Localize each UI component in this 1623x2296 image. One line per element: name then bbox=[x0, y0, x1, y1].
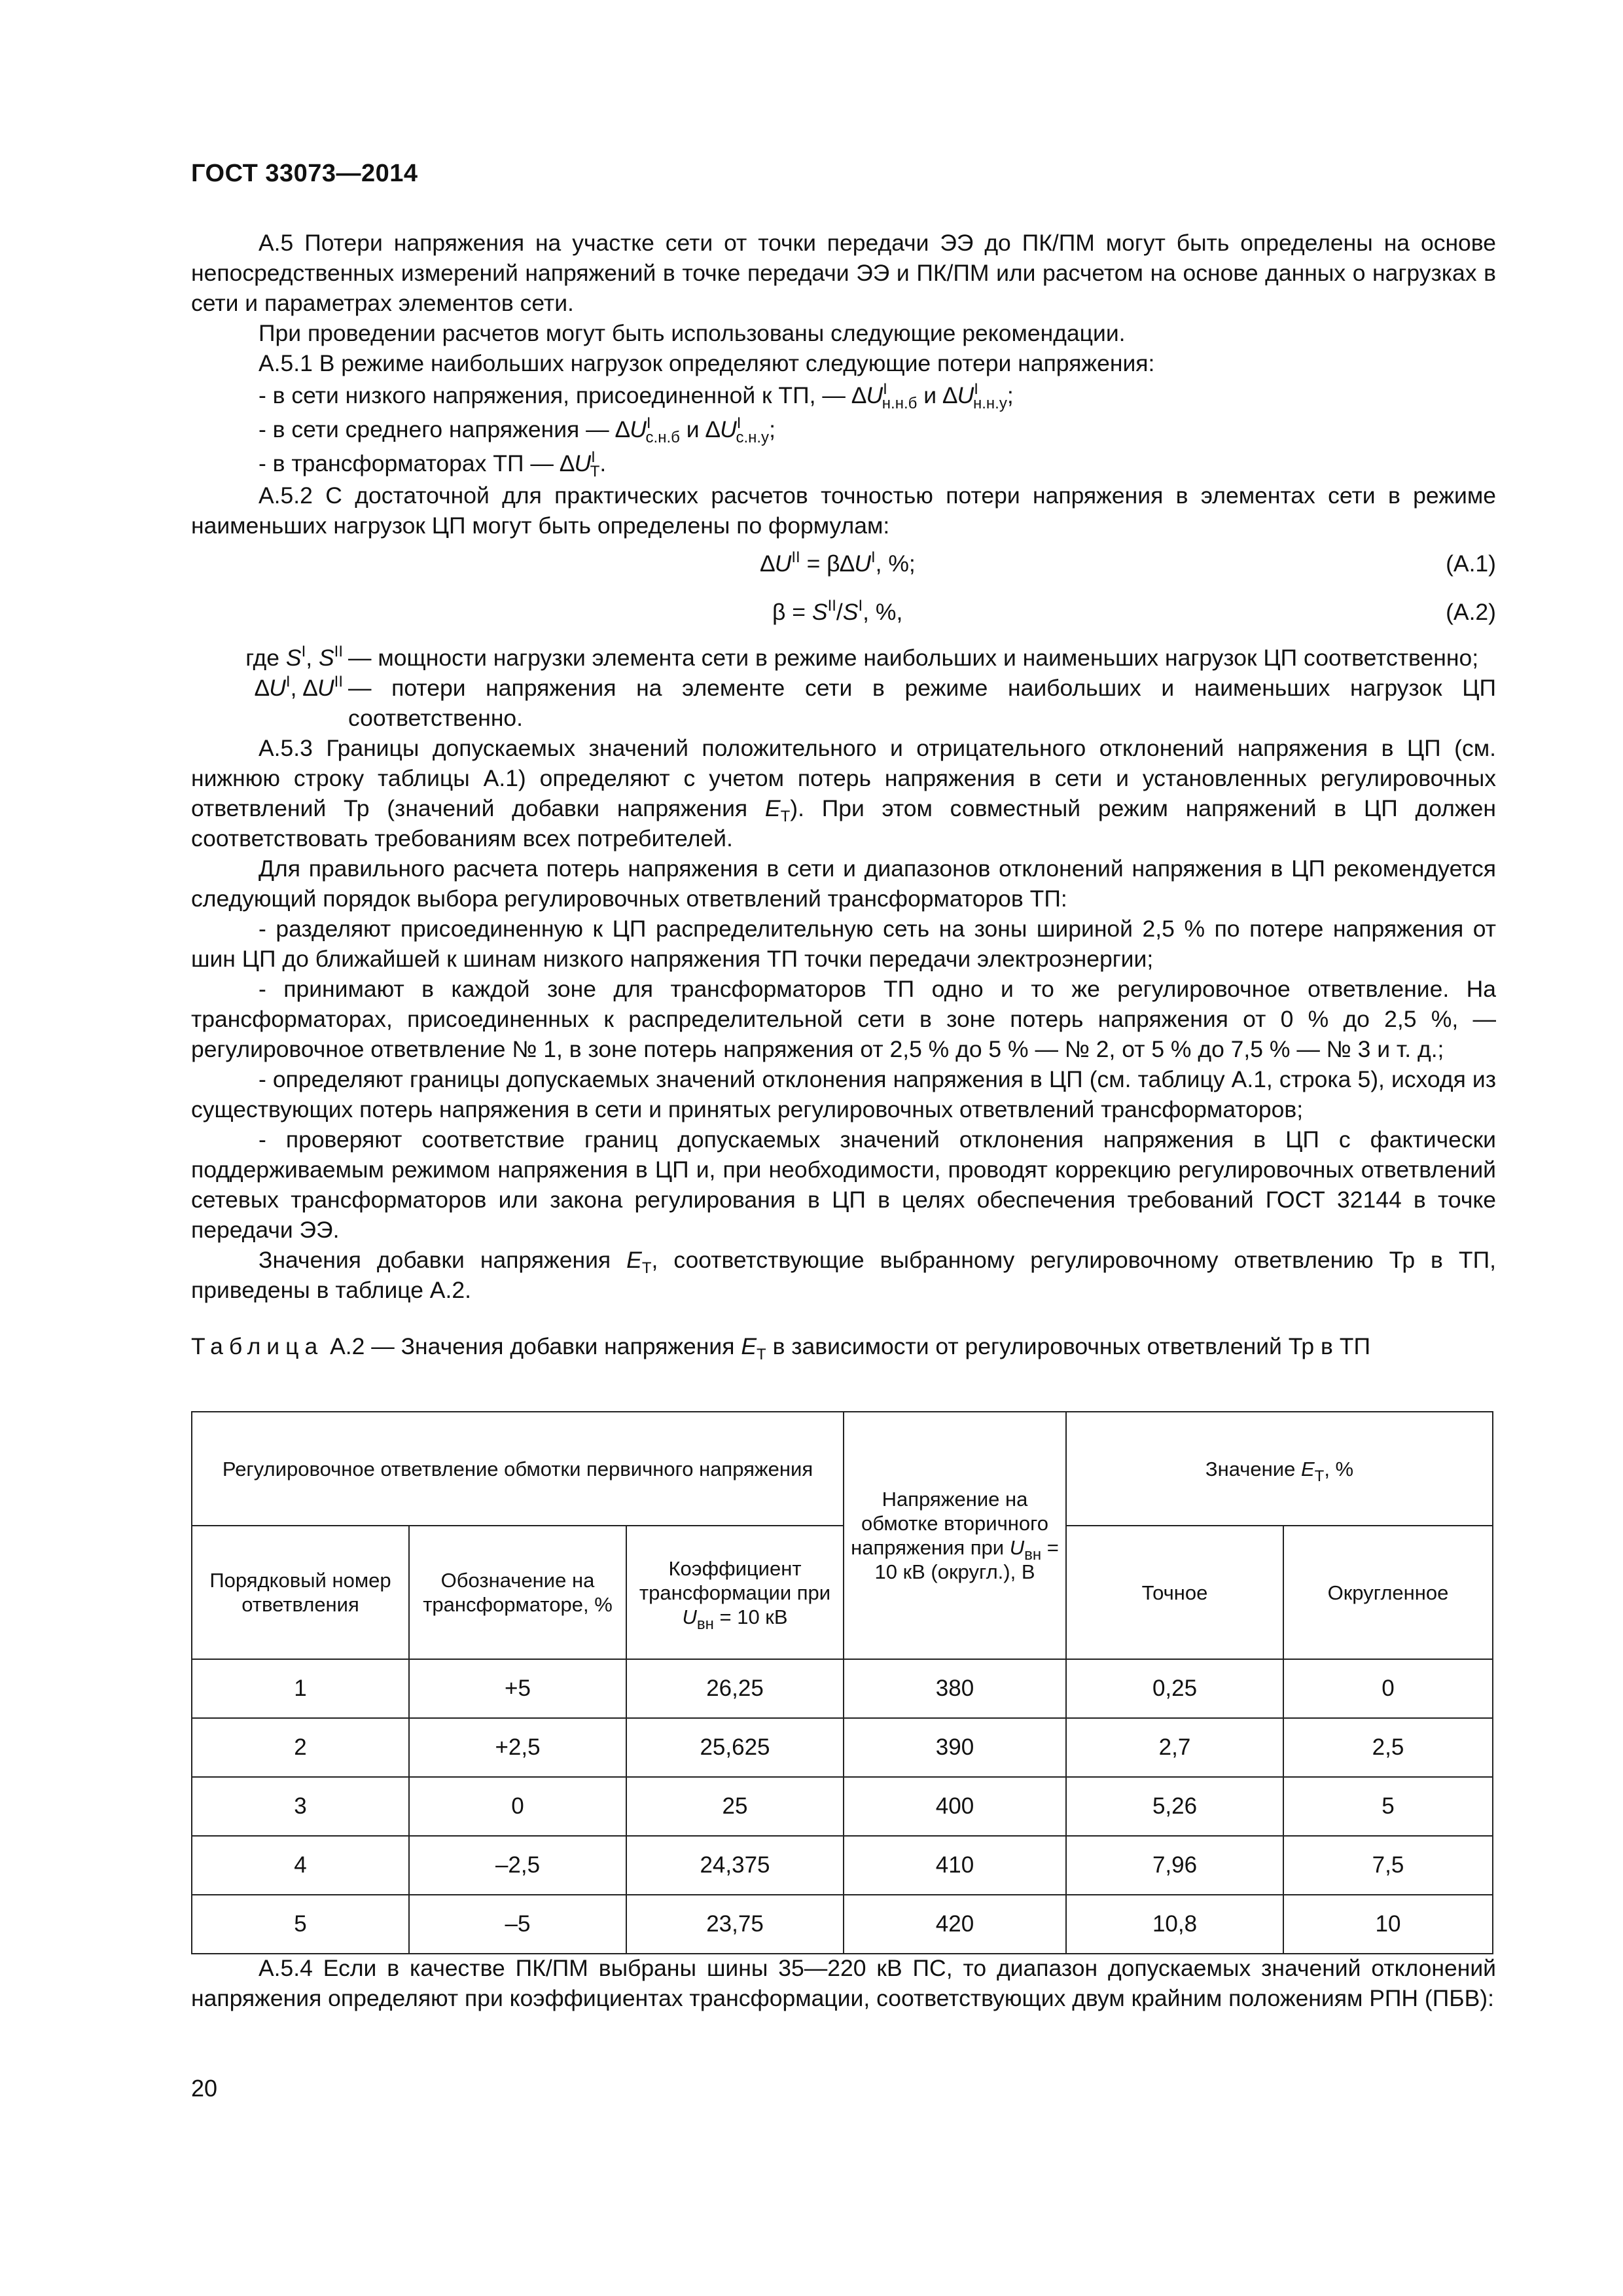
paragraph-a5: А.5 Потери напряжения на участке сети от точки передачи ЭЭ до ПК/ПМ могут быть определены на основе непосредственных измерений напряжений в точке передачи ЭЭ и ПК/ПМ или расчетом на основе данных о нагрузках в сети и параметрах элементов сети. bbox=[191, 230, 1496, 316]
list-item-mid-voltage: - в сети среднего напряжения — $\Delta U^I_{с.н.б}$ и $\Delta U^I_{с.н.у}$; bbox=[259, 414, 776, 446]
main-text bbox=[191, 228, 1496, 1361]
formula-a2 bbox=[191, 589, 1496, 637]
table-row: 5 –5 23,75 420 10,8 10 bbox=[192, 1895, 1493, 1954]
table-header-order: Порядковый номер ответвления bbox=[192, 1526, 409, 1659]
document-header: ГОСТ 33073—2014 bbox=[191, 160, 418, 187]
paragraph-a53: А.5.3 Границы допускаемых значений положительного и отрицательного отклонений напряжения в ЦП (см. нижнюю строку таблицы А.1) определяют с учетом потерь напряжения в сети и установленных регулировочных ответвлений Тр (значений добавки напряжения $E_Т$). При этом совместный режим напряжений в ЦП должен соответствовать требованиям всех потребителей. bbox=[191, 735, 1496, 852]
list-item-limits: - определяют границы допускаемых значений отклонения напряжения в ЦП (см. таблицу А.1, строка 5), исходя из существующих потерь напряжения в сети и принятых регулировочных ответвлений трансформаторов; bbox=[191, 1066, 1496, 1122]
table-row: 3 0 25 400 5,26 5 bbox=[192, 1777, 1493, 1836]
formula-a2-number: (А.2) bbox=[1446, 599, 1496, 625]
table-header-rounded: Округленное bbox=[1283, 1526, 1493, 1659]
table-header-group: Регулировочное ответвление обмотки первичного напряжения bbox=[192, 1412, 844, 1526]
table-header-value: Значение $E_Т$, % bbox=[1066, 1412, 1493, 1526]
table-header-coef: Коэффициент трансформации при $U_{вн} = 10$ кВ bbox=[626, 1526, 844, 1659]
paragraph-calc: При проведении расчетов могут быть использованы следующие рекомендации. bbox=[259, 320, 1126, 346]
paragraph-values: Значения добавки напряжения $E_Т$, соответствующие выбранному регулировочному ответвлению Тр в ТП, приведены в таблице А.2. bbox=[191, 1247, 1496, 1303]
table-caption: Таблица А.2 — Значения добавки напряжения $E_Т$ в зависимости от регулировочных ответвлений Тр в ТП bbox=[191, 1333, 1370, 1363]
table-header-exact: Точное bbox=[1066, 1526, 1283, 1659]
list-item-transformer: - в трансформаторах ТП — $\Delta U^I_Т$. bbox=[259, 448, 607, 480]
list-item-low-voltage: - в сети низкого напряжения, присоединенной к ТП, — $\Delta U^I_{н.н.б}$ и $\Delta U^I_{н.н.у}$; bbox=[259, 380, 1014, 412]
formula-a1 bbox=[191, 541, 1496, 589]
list-item-zones: - разделяют присоединенную к ЦП распределительную сеть на зоны шириной 2,5 % по потере напряжения от шин ЦП до ближайшей к шинам низкого напряжения ТП точки передачи электроэнергии; bbox=[191, 916, 1496, 972]
table-a2 bbox=[191, 1411, 1493, 1954]
table-header-voltage: Напряжение на обмотке вторичного напряжения при $U_{вн} = 10$ кВ (округл.), В bbox=[844, 1412, 1066, 1659]
list-item-taps: - принимают в каждой зоне для трансформаторов ТП одно и то же регулировочное ответвление. На трансформаторах, присоединенных к распределительной сети в зоне потерь напряжения от 0 % до 2,5 %, — регулировочное ответвление № 1, в зоне потерь напряжения от 2,5 % до 5 % — № 2, от 5 % до 7,5 % — № 3 и т. д.; bbox=[191, 976, 1496, 1062]
formula-a2-expression: $\beta = S^{II}/S^I$, %, bbox=[772, 597, 903, 625]
after-table-text bbox=[191, 1953, 1496, 2013]
formula-a1-expression: $\Delta U^{II} = \beta\Delta U^I$, %; bbox=[760, 548, 916, 577]
paragraph-order: Для правильного расчета потерь напряжения в сети и диапазонов отклонений напряжения в ЦП рекомендуется следующий порядок выбора регулировочных ответвлений трансформаторов ТП: bbox=[191, 855, 1496, 912]
table-row: 2 +2,5 25,625 390 2,7 2,5 bbox=[192, 1718, 1493, 1777]
table-row: 4 –2,5 24,375 410 7,96 7,5 bbox=[192, 1836, 1493, 1895]
paragraph-a51: А.5.1 В режиме наибольших нагрузок определяют следующие потери напряжения: bbox=[259, 350, 1155, 376]
where-clause-power: где $S^I$, $S^{II}$ — мощности нагрузки элемента сети в режиме наибольших и наименьших нагрузок ЦП соответственно; bbox=[245, 643, 1479, 671]
paragraph-a54: А.5.4 Если в качестве ПК/ПМ выбраны шины 35—220 кВ ПС, то диапазон допускаемых значений отклонений напряжения определяют при коэффициентах трансформации, соответствующих двум крайним положениям РПН (ПБВ): bbox=[191, 1955, 1496, 2011]
where-clause-losses: $\Delta U^I$, $\Delta U^{II}$ — потери напряжения на элементе сети в режиме наибольших и наименьших нагрузок ЦП соответственно. bbox=[255, 673, 1496, 731]
list-item-check: - проверяют соответствие границ допускаемых значений отклонения напряжения в ЦП с фактически поддерживаемым режимом напряжения в ЦП и, при необходимости, проводят коррекцию регулировочных ответвлений сетевых трансформаторов или закона регулирования в ЦП в целях обеспечения требований ГОСТ 32144 в точке передачи ЭЭ. bbox=[191, 1126, 1496, 1243]
page-number: 20 bbox=[191, 2075, 218, 2102]
table-row: 1 +5 26,25 380 0,25 0 bbox=[192, 1659, 1493, 1718]
table-header-mark: Обозначение на трансформаторе, % bbox=[409, 1526, 626, 1659]
formula-a1-number: (А.1) bbox=[1446, 550, 1496, 577]
paragraph-a52: А.5.2 С достаточной для практических расчетов точностью потери напряжения в элементах сети в режиме наименьших нагрузок ЦП могут быть определены по формулам: bbox=[191, 482, 1496, 539]
